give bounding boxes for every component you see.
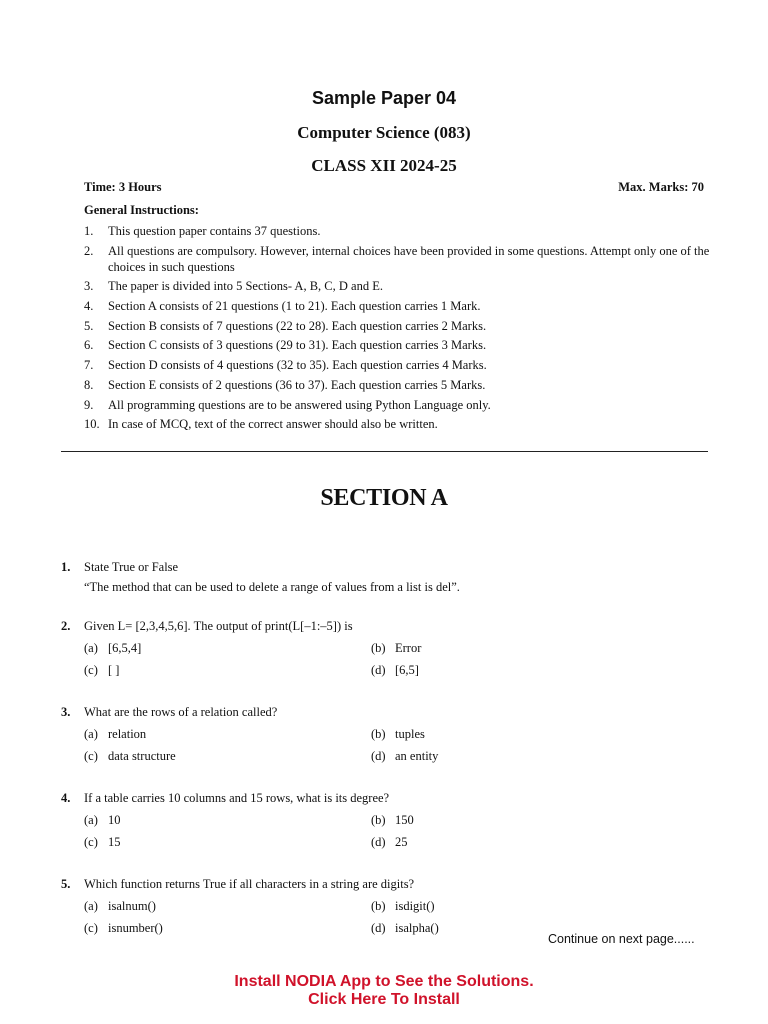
question-1 xyxy=(61,559,711,595)
option-c: (c) isnumber() xyxy=(84,921,163,935)
question-text: What are the rows of a relation called? xyxy=(84,705,278,719)
instructions-heading: General Instructions: xyxy=(84,203,199,217)
question-text: State True or False xyxy=(84,560,179,574)
continue-note: Continue on next page...... xyxy=(548,932,695,946)
option-c: (c) [ ] xyxy=(84,663,120,677)
question-text: If a table carries 10 columns and 15 rows, what is its degree? xyxy=(84,791,390,805)
install-app-link[interactable]: Install NODIA App to See the Solutions. xyxy=(234,973,534,990)
option-a: (a) [6,5,4] xyxy=(84,641,142,655)
question-text: Given L= [2,3,4,5,6]. The output of print(L[–1:–5]) is xyxy=(84,619,353,633)
question-number: 5. xyxy=(61,877,71,891)
question-number: 1. xyxy=(61,560,71,574)
option-a: (a) 10 xyxy=(84,813,121,827)
option-c: (c) 15 xyxy=(84,835,121,849)
option-b: (b) Error xyxy=(371,641,422,655)
question-5 xyxy=(61,876,711,936)
class-year-title: CLASS XII 2024-25 xyxy=(311,156,457,175)
question-number: 4. xyxy=(61,791,71,805)
instruction-item: 8. Section E consists of 2 questions (36 to 37). Each question carries 5 Marks. xyxy=(84,377,486,392)
click-to-install-link[interactable]: Click Here To Install xyxy=(308,991,460,1008)
option-a: (a) relation xyxy=(84,727,147,741)
question-number: 2. xyxy=(61,619,71,633)
instruction-item: 5. Section B consists of 7 questions (22 to 28). Each question carries 2 Marks. xyxy=(84,318,487,333)
instruction-item: 1. This question paper contains 37 questions. xyxy=(84,224,321,238)
option-a: (a) isalnum() xyxy=(84,899,156,913)
meta-row xyxy=(84,180,704,195)
option-b: (b) isdigit() xyxy=(371,899,435,913)
question-4 xyxy=(61,790,711,850)
time-label: Time: 3 Hours xyxy=(84,180,162,194)
instruction-item: 10. In case of MCQ, text of the correct answer should also be written. xyxy=(84,417,438,432)
question-3 xyxy=(61,704,711,764)
option-c: (c) data structure xyxy=(84,749,176,763)
max-marks-label: Max. Marks: 70 xyxy=(618,180,704,194)
option-d: (d) an entity xyxy=(371,749,439,763)
instruction-item: 2. All questions are compulsory. However, internal choices have been provided in some questions. Attempt only one of the choices in such questions xyxy=(84,243,710,274)
instruction-item: 4. Section A consists of 21 questions (1 to 21). Each question carries 1 Mark. xyxy=(84,299,481,314)
paper-title: Sample Paper 04 xyxy=(311,88,457,108)
option-b: (b) tuples xyxy=(371,727,425,741)
section-heading: SECTION A xyxy=(320,485,448,511)
instruction-item: 6. Section C consists of 3 questions (29 to 31). Each question carries 3 Marks. xyxy=(84,338,487,353)
option-d: (d) isalpha() xyxy=(371,921,439,935)
question-text: Which function returns True if all characters in a string are digits? xyxy=(84,877,415,891)
question-number: 3. xyxy=(61,705,71,719)
question-statement: “The method that can be used to delete a range of values from a list is del”. xyxy=(84,580,460,594)
option-b: (b) 150 xyxy=(371,813,414,827)
option-d: (d) [6,5] xyxy=(371,663,419,677)
subject-title: Computer Science (083) xyxy=(297,123,471,142)
question-2 xyxy=(61,618,711,678)
instruction-item: 9. All programming questions are to be answered using Python Language only. xyxy=(84,397,491,412)
option-d: (d) 25 xyxy=(371,835,408,849)
section-divider xyxy=(61,451,708,452)
instruction-item: 3. The paper is divided into 5 Sections- A, B, C, D and E. xyxy=(84,279,383,294)
instruction-item: 7. Section D consists of 4 questions (32 to 35). Each question carries 4 Marks. xyxy=(84,358,487,373)
instructions-list xyxy=(84,223,710,436)
